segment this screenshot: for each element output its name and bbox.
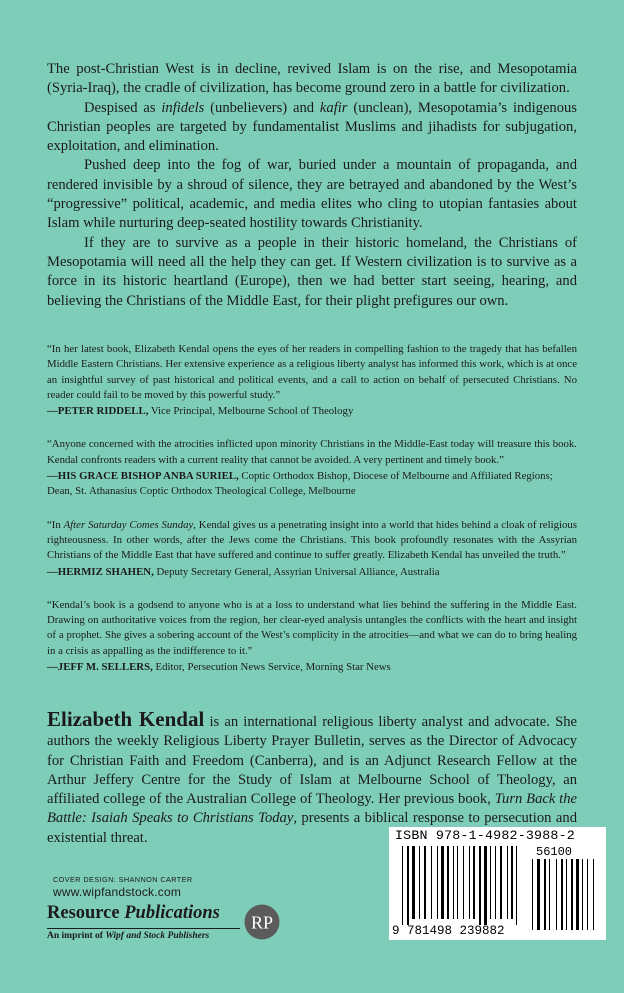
cover-design-credit: COVER DESIGN: SHANNON CARTER [53,875,193,884]
endorsement-attribution [47,404,577,419]
barcode-bar [566,859,567,930]
barcode-bar [593,859,594,930]
barcode-bar [490,846,491,919]
barcode-bar [469,846,470,919]
barcode-bar [463,846,464,919]
barcode-bar [561,859,563,930]
endorser-role: Deputy Secretary General, Assyrian Universal Alliance, Australia [156,565,440,578]
endorsements [47,342,577,693]
author-bio-text: is an international religious liberty analyst and advocate. She authors the weekly Religious Liberty Prayer Bulletin, serves as the Director of Advocacy for Christian Faith and Freedom (Canberra), and is an Adjunct Research Fellow at the Arthur Jeffery Centre for the Study of Islam at Melbourne School of Theology, an affiliated college of the Australian College of Theology. Her previous book, Turn Back the Battle: Isaiah Speaks to Christians Today, presents a biblical response to persecution and existential threat. [47,714,577,846]
isbn-number: ISBN 978-1-4982-3988-2 [395,828,575,843]
price-addon: 56100 [536,845,573,859]
barcode-bar [457,846,458,919]
barcode-bar [473,846,475,919]
barcode-bar [437,846,438,919]
barcode-bar [424,846,426,919]
publisher-name: Resource Publications [47,903,220,923]
barcode-bar [537,859,540,930]
endorser-role: Vice Principal, Melbourne School of Theology [150,405,354,418]
endorser-name: —HIS GRACE BISHOP ANBA SURIEL, [47,470,239,483]
barcode-bar [511,846,513,919]
barcode-bar [556,859,557,930]
barcode-bar [453,846,454,919]
barcode-bar [479,846,481,925]
isbn-barcode [389,827,606,940]
barcode-bar [419,846,420,919]
barcode-bar [407,846,409,925]
blurb-paragraph: The post-Christian West is in decline, revived Islam is on the rise, and Mesopotamia (Syria-Iraq), the cradle of civilization, has become ground zero in a battle for civilization. [47,61,577,97]
endorsement-attribution [47,565,577,580]
rp-logo-icon [244,904,280,940]
endorser-role: Editor, Persecution News Service, Morning Star News [155,661,391,674]
endorsement-text: “In After Saturday Comes Sunday, Kendal gives us a penetrating insight into a world that hides behind a cloak of religious righteousness. In other words, after the Jews come the Christians. This book profoundly resonates with the Assyrian Christians of the Middle East that have suffered and continue to suffer greatly. Elizabeth Kendal has unveiled the truth.” [47,518,577,562]
barcode-digits: 9 781498 239882 [392,924,505,938]
blurb [47,60,577,311]
endorsement [47,342,577,419]
endorser-name: —PETER RIDDELL, [47,405,149,418]
blurb-paragraph: If they are to survive as a people in their historic homeland, the Christians of Mesopotamia will need all the help they can get. If Western civilization is to survive as a force in its historic heartland (Europe), then we had better start seeing, hearing, and believing the Christians of the Middle East, for their plight prefigures our own. [47,234,577,309]
endorsement-attribution [47,469,577,500]
publisher-url[interactable]: www.wipfandstock.com [53,885,182,899]
endorsement-attribution [47,660,577,675]
barcode-bar [544,859,546,930]
barcode-bar [431,846,432,919]
credits [53,875,193,899]
endorser-name: —JEFF M. SELLERS, [47,661,153,674]
barcode-bar [532,859,533,930]
endorsement-text: “In her latest book, Elizabeth Kendal opens the eyes of her readers in compelling fashion to the tragedy that has befallen Middle Eastern Christians. Her extensive experience as a religious liberty analyst has informed this work, which is at once an insightful survey of past historical and political events, and a call to action on behalf of persecuted Christians. No reader could fail to be moved by this powerful study.” [47,343,577,401]
barcode-bar [587,859,588,930]
author-name: Elizabeth Kendal [47,707,205,731]
endorser-name: —HERMIZ SHAHEN, [47,565,154,578]
barcode-bar [582,859,583,930]
barcode-bar [549,859,550,930]
endorsement [47,518,577,580]
barcode-bar [500,846,502,919]
barcode-bar [516,846,517,925]
blurb-paragraph: Pushed deep into the fog of war, buried under a mountain of propaganda, and rendered invisible by a shroud of silence, they are betrayed and abandoned by the West’s “progressive” political, academic, and media elites who cling to utopian fantasies about Islam while nurturing deep-seated hostility towards Christianity. [47,157,577,232]
barcode-bar [441,846,444,919]
endorsement [47,598,577,675]
barcode-bar [495,846,496,919]
barcode-bar [507,846,508,919]
blurb-paragraph: Despised as infidels (unbelievers) and kafir (unclean), Mesopotamia’s indigenous Christian peoples are targeted by fundamentalist Muslims and jihadists for subjugation, exploitation, and elimination. [47,99,577,155]
endorser-role: Coptic Orthodox Bishop, Diocese of Melbourne and Affiliated Regions; Dean, St. Athanasius Coptic Orthodox Theological College, Melbourne [47,470,553,498]
endorsement-text: “Anyone concerned with the atrocities inflicted upon minority Christians in the Middle-East today will treasure this book. Kendal confronts readers with a current reality that cannot be avoided. A very pertinent and timely book.” [47,438,577,466]
rp-logo-text: RP [250,912,274,933]
barcode-bar [402,846,403,925]
imprint-line: An imprint of Wipf and Stock Publishers [47,931,210,941]
endorsement-text: “Kendal’s book is a godsend to anyone who is at a loss to understand what lies behind the suffering in the Middle East. Drawing on authoritative voices from the region, her clear-eyed analysis untangles the conflicts with the heart and insight of a prophet. She gives a sobering account of the West’s complicity in the atrocities—and what we can do to bring healing in a crisis as appalling as the indifference to it.” [47,598,577,657]
barcode-bar [571,859,573,930]
barcode-bar [484,846,487,925]
barcode-bar [576,859,579,930]
barcode-bar [447,846,449,919]
barcode-bar [412,846,415,919]
publisher-rule [47,928,240,929]
endorsement [47,437,577,499]
